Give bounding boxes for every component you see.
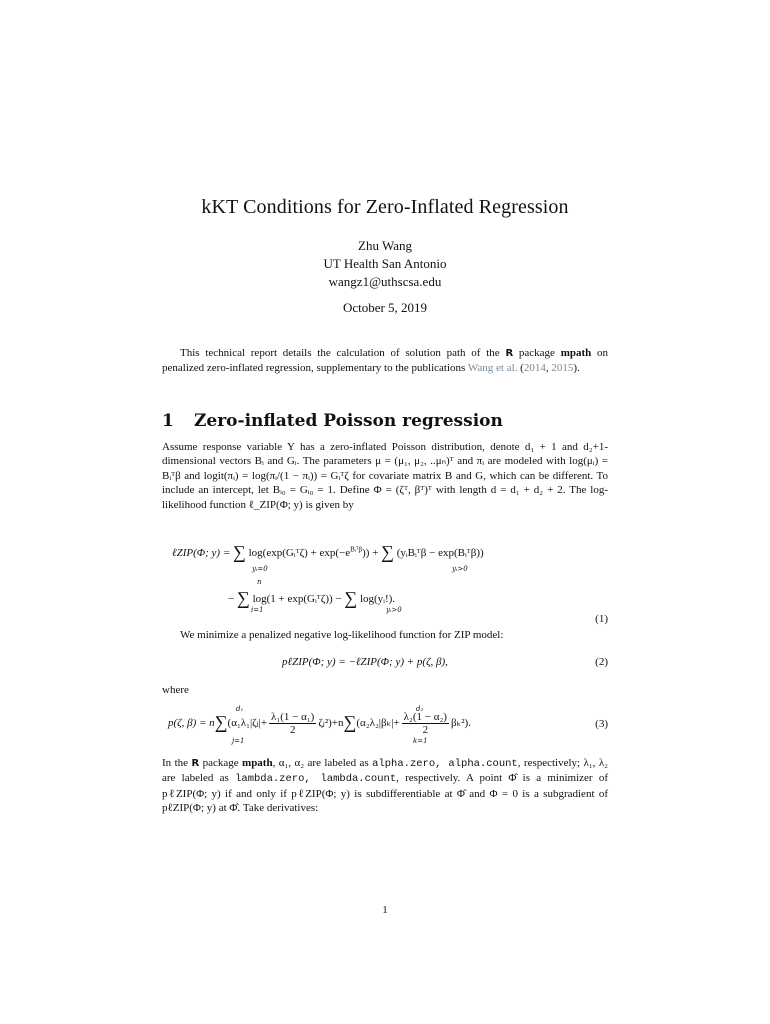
lambda-arg-names: lambda.zero, lambda.count (235, 773, 397, 786)
eq3-frac2-denominator: 2 (422, 723, 429, 736)
paragraph-model-definition: Assume response variable Y has a zero-inflated Poisson distribution, denote d₁ + 1 and d₂+1-dimensional vectors Bᵢ and Gᵢ. The parameters μ = (μ₁, μ₂, ..μₙ)ᵀ and πᵢ are modeled with log(μᵢ) = Bᵢᵀβ and logit(πᵢ) = log(πᵢ/(1 − πᵢ)) = Gᵢᵀζ for covariate matrix B and G, which can be different. To include an intercept, let Bᵢ₀ = Gᵢ₀ = 1. Define Φ = (ζᵀ, βᵀ)ᵀ with length d = d₁ + d₂ + 2. The log-likelihood function ℓ_ZIP(Φ; y) is given by (162, 441, 608, 511)
eq3-lhs: p(ζ, β) = n (168, 717, 215, 729)
citation-year-2015[interactable]: 2015 (551, 362, 574, 374)
sum-symbol: ∑ (236, 588, 250, 608)
abstract-text-3: on penalized zero-inflated regression, supplementary to the publications (162, 347, 609, 374)
equation-3-number: (3) (595, 718, 608, 730)
abstract-text-1: This technical report details the calculation of solution path of the (180, 347, 500, 359)
abstract (162, 346, 608, 376)
citation-separator: , (545, 362, 552, 374)
equation-1-line-2 (228, 586, 395, 607)
eq1-limit-1: yᵢ=0 (252, 565, 268, 573)
eq3-frac1-numerator: λ₁(1 − α₁) (271, 710, 315, 723)
eq3-limit-1: j=1 (232, 737, 245, 745)
section-number: 1 (162, 411, 174, 431)
r-language-name: R (505, 348, 514, 359)
author-name: Zhu Wang (358, 238, 412, 253)
author-email: wangz1@uthscsa.edu (328, 274, 442, 289)
eq2-text: pℓZIP(Φ; y) = −ℓZIP(Φ; y) + p(ζ, β), (282, 656, 448, 668)
paragraph-package-labels (162, 756, 608, 816)
eq1-term-a: log(exp(Gᵢᵀζ) + exp(−e (248, 547, 351, 559)
section-title: Zero-inflated Poisson regression (194, 411, 503, 431)
eq3-term-d: βₖ²). (450, 717, 471, 729)
eq1-term-b: )) + (362, 547, 379, 559)
eq3-limit-1-top: d₁ (236, 705, 244, 713)
where-label: where (162, 684, 189, 696)
eq1-term-c: (yᵢBᵢᵀβ − exp(Bᵢᵀβ)) (396, 547, 484, 559)
equation-2 (282, 656, 448, 668)
eq1-line2-minus: − (228, 593, 235, 605)
para3-text-2: package (202, 757, 239, 769)
equation-1-line-1 (172, 540, 484, 561)
para3-text-4: , respectively; λ₁, λ₂ are labeled as (162, 757, 609, 785)
eq3-limit-2: k=1 (413, 737, 428, 745)
eq1-limit-4: yᵢ>0 (386, 606, 402, 614)
eq3-fraction-1 (269, 711, 316, 736)
citation-year-2014[interactable]: 2014 (523, 362, 546, 374)
eq1-limit-3-top: n (257, 578, 262, 586)
citation-author[interactable]: Wang et al. (467, 362, 518, 374)
eq1-lhs: ℓZIP(Φ; y) = (172, 547, 231, 559)
citation-paren-open: ( (520, 362, 524, 374)
sum-symbol: ∑ (344, 588, 358, 608)
page-number: 1 (382, 904, 388, 916)
sum-symbol: ∑ (233, 542, 246, 562)
r-language-name: R (191, 758, 200, 769)
paper-date: October 5, 2019 (342, 300, 428, 315)
sum-symbol: ∑ (343, 712, 357, 732)
alpha-arg-names: alpha.zero, alpha.count (372, 758, 518, 770)
eq1-line2-term: log(1 + exp(Gᵢᵀζ)) − (252, 593, 342, 605)
eq3-term-a: (α₁λ₁|ζⱼ|+ (227, 717, 268, 729)
author-affiliation: UT Health San Antonio (323, 256, 447, 271)
sum-symbol: ∑ (214, 712, 228, 732)
sum-symbol: ∑ (381, 542, 394, 562)
abstract-text-2: package (518, 347, 555, 359)
equation-2-number: (2) (595, 656, 608, 668)
package-name: mpath (242, 757, 273, 769)
equation-1-number: (1) (595, 613, 608, 625)
eq1-exponent: Bᵢᵀβ (350, 545, 363, 554)
paper-title: kKT Conditions for Zero-Inflated Regression (201, 196, 569, 218)
equation-3 (168, 710, 471, 736)
eq1-limit-3: i=1 (251, 606, 264, 614)
eq3-term-c: (α₂λ₂|βₖ|+ (356, 717, 400, 729)
para3-text-3: , α₁, α₂ are labeled as (272, 757, 369, 769)
para3-text-5: , respectively. A point Φ̂ is a minimizer of pℓZIP(Φ; y) if and only if pℓZIP(Φ; y) is subdifferentiable at Φ̂ and Φ = 0 is a subgradient of pℓZIP(Φ; y) at Φ̂. Take derivatives: (162, 772, 608, 815)
section-heading (162, 411, 503, 431)
eq1-limit-2: yᵢ>0 (452, 565, 468, 573)
eq3-frac1-denominator: 2 (289, 723, 296, 736)
eq3-fraction-2 (402, 711, 449, 736)
package-name: mpath (560, 347, 592, 359)
paragraph-minimize: We minimize a penalized negative log-likelihood function for ZIP model: (180, 629, 504, 641)
eq3-limit-2-top: d₂ (416, 705, 424, 713)
citation-paren-close: ). (573, 362, 580, 374)
eq3-term-b: ζⱼ²)+n (318, 717, 344, 729)
para3-text-1: In the (162, 757, 189, 769)
eq1-line2-term-c: log(yᵢ!). (359, 593, 396, 605)
eq3-frac2-numerator: λ₂(1 − α₂) (403, 710, 447, 723)
